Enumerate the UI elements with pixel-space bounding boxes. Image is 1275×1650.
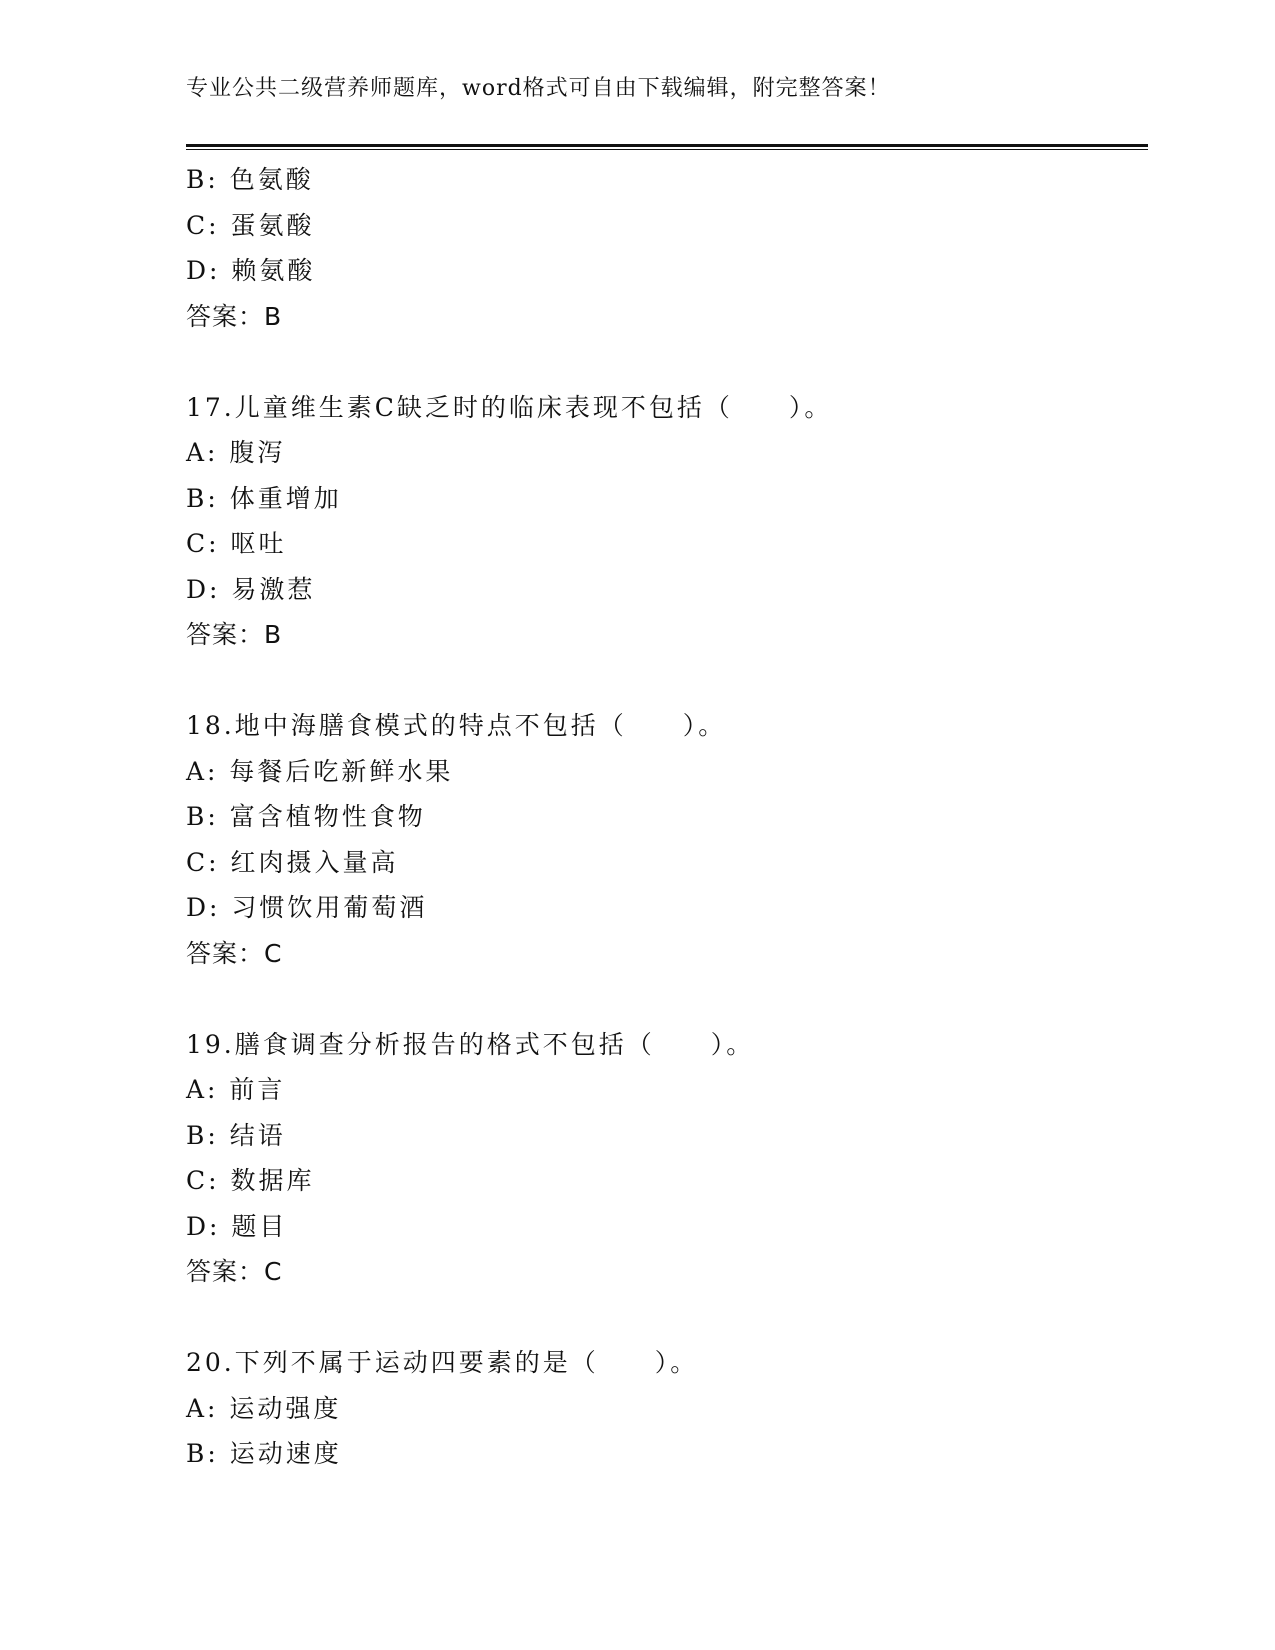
- question-content: [186, 157, 1148, 1477]
- spacer: [186, 339, 1148, 385]
- option-line: A: 每餐后吃新鲜水果: [186, 756, 454, 786]
- option-line: C: 数据库: [186, 1166, 315, 1195]
- option-line: A: 前言: [186, 1075, 286, 1104]
- option-line: B: 富含植物性食物: [186, 802, 426, 831]
- answer-line: 答案：C: [186, 1257, 283, 1286]
- option-line: D: 题目: [186, 1211, 288, 1241]
- spacer: [186, 658, 1148, 704]
- spacer: [186, 976, 1148, 1022]
- question-stem: 18.地中海膳食模式的特点不包括（ ）。: [186, 711, 727, 740]
- header-rule-thick: [186, 144, 1148, 147]
- option-line: A: 运动强度: [186, 1393, 342, 1423]
- answer-line: 答案：C: [186, 938, 283, 968]
- option-line: B: 体重增加: [186, 483, 342, 513]
- option-line: C: 蛋氨酸: [186, 210, 315, 240]
- question-stem: 19.膳食调查分析报告的格式不包括（ ）。: [186, 1029, 755, 1059]
- option-line: D: 习惯饮用葡萄酒: [186, 893, 428, 922]
- spacer: [186, 1295, 1148, 1341]
- header-rule-thin: [186, 149, 1148, 150]
- option-line: C: 红肉摄入量高: [186, 847, 399, 877]
- page-header: 专业公共二级营养师题库，word格式可自由下载编辑，附完整答案！: [186, 76, 891, 101]
- question-stem: 17.儿童维生素C缺乏时的临床表现不包括（ ）。: [186, 392, 833, 422]
- question-stem: 20.下列不属于运动四要素的是（ ）。: [186, 1348, 699, 1377]
- answer-line: 答案：B: [186, 620, 283, 649]
- option-line: A: 腹泻: [186, 438, 286, 467]
- option-line: B: 结语: [186, 1120, 286, 1150]
- option-line: C: 呕吐: [186, 529, 287, 558]
- option-line: D: 赖氨酸: [186, 256, 316, 285]
- answer-line: 答案：B: [186, 301, 283, 331]
- option-line: D: 易激惹: [186, 574, 316, 604]
- option-line: B: 色氨酸: [186, 165, 314, 194]
- option-line: B: 运动速度: [186, 1439, 342, 1468]
